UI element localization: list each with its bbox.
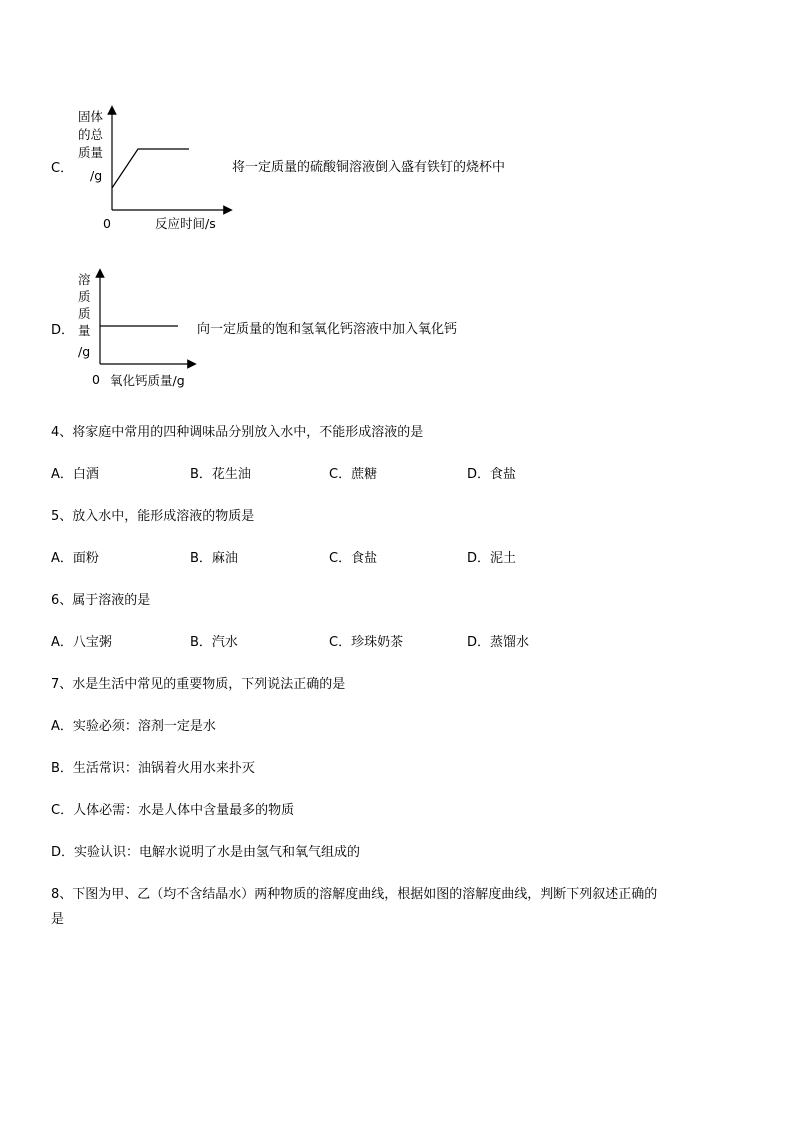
option-c-letter: C． — [51, 161, 74, 176]
option-d-ylabel-5: /g — [78, 344, 91, 359]
option-d-ylabel-4: 量 — [78, 323, 91, 338]
q5-option-a: A．面粉 — [51, 551, 99, 566]
q7-stem: 7、水是生活中常见的重要物质，下列说法正确的是 — [51, 677, 346, 692]
option-c-ylabel-3: 质量 — [78, 145, 104, 160]
option-d-letter: D． — [51, 323, 75, 338]
q8-stem-line-2: 是 — [51, 912, 65, 927]
option-c-description: 将一定质量的硫酸铜溶液倒入盛有铁钉的烧杯中 — [232, 160, 506, 175]
option-d-ylabel-1: 溶 — [78, 272, 91, 287]
option-c-xlabel: 反应时间/s — [155, 216, 216, 231]
q5-stem: 5、放入水中，能形成溶液的物质是 — [51, 509, 255, 524]
option-d-origin: 0 — [92, 372, 100, 387]
q5-option-d: D．泥土 — [467, 551, 517, 566]
q7-option-d: D．实验认识：电解水说明了水是由氢气和氧气组成的 — [51, 845, 361, 860]
q4-option-b: B．花生油 — [190, 467, 251, 482]
q6-option-c: C．珍珠奶茶 — [329, 635, 404, 650]
q6-stem: 6、属于溶液的是 — [51, 593, 151, 608]
q4-option-c: C．蔗糖 — [329, 467, 378, 482]
option-d-description: 向一定质量的饱和氢氧化钙溶液中加入氧化钙 — [197, 322, 458, 337]
q7-option-c: C．人体必需：水是人体中含量最多的物质 — [51, 803, 295, 818]
graph-axes — [0, 0, 794, 420]
q6-option-a: A．八宝粥 — [51, 635, 112, 650]
q4-option-d: D．食盐 — [467, 467, 517, 482]
option-c-curve — [112, 149, 189, 188]
option-d-ylabel-2: 质 — [78, 289, 91, 304]
option-c-origin: 0 — [103, 216, 111, 231]
q6-option-d: D．蒸馏水 — [467, 635, 530, 650]
q8-stem-line-1: 8、下图为甲、乙（均不含结晶水）两种物质的溶解度曲线，根据如图的溶解度曲线，判断下列叙述正确的 — [51, 887, 658, 902]
q5-option-c: C．食盐 — [329, 551, 378, 566]
option-d-xlabel: 氧化钙质量/g — [110, 373, 185, 388]
option-c-ylabel-4: /g — [90, 168, 103, 183]
q7-option-a: A．实验必须：溶剂一定是水 — [51, 719, 216, 734]
option-c-ylabel-2: 的总 — [78, 127, 104, 142]
q4-stem: 4、将家庭中常用的四种调味品分别放入水中，不能形成溶液的是 — [51, 425, 424, 440]
option-d-ylabel-3: 质 — [78, 306, 91, 321]
q5-option-b: B．麻油 — [190, 551, 238, 566]
q6-option-b: B．汽水 — [190, 635, 238, 650]
q4-option-a: A．白酒 — [51, 467, 99, 482]
q7-option-b: B．生活常识：油锅着火用水来扑灭 — [51, 761, 255, 776]
option-c-ylabel-1: 固体 — [78, 109, 104, 124]
